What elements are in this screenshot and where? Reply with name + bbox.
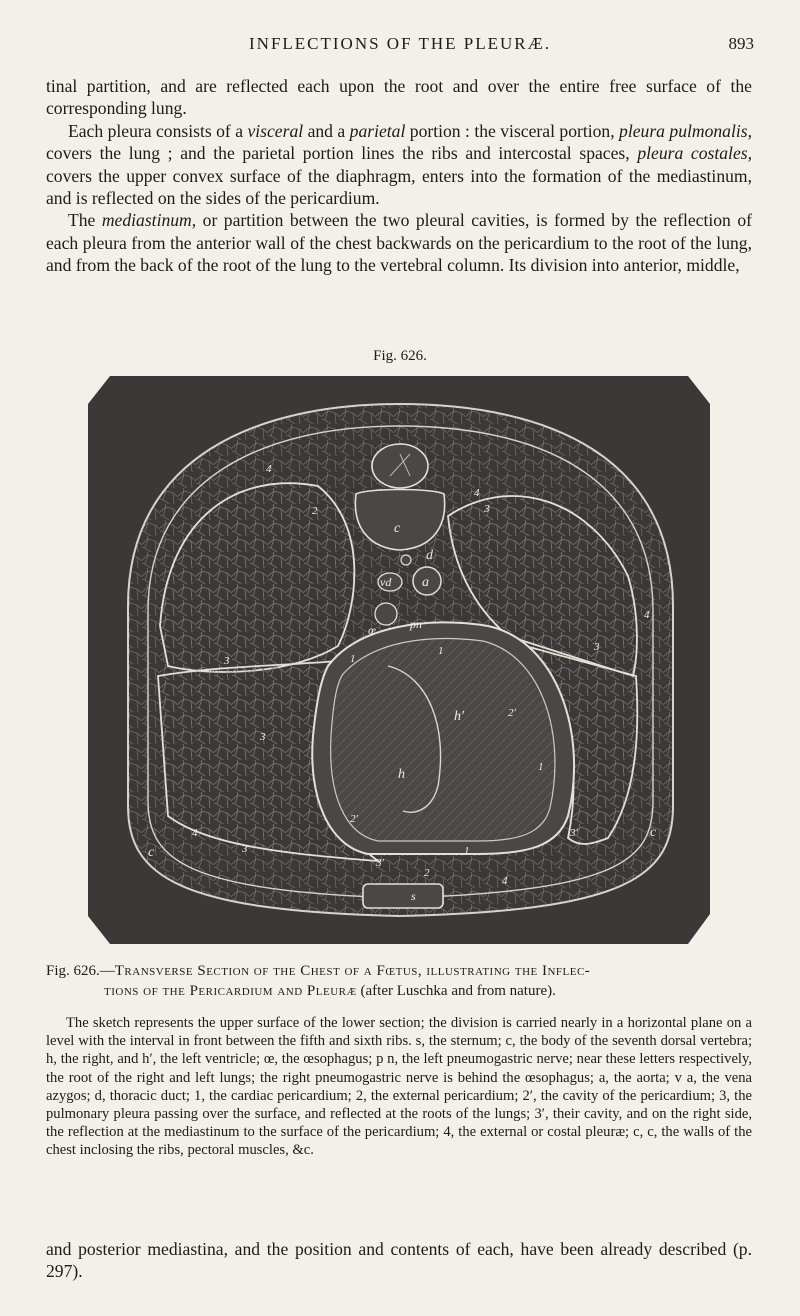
label-h-prime: h′: [454, 709, 465, 724]
label-3g: 3′: [570, 827, 578, 839]
text-run: and a: [303, 120, 350, 141]
label-c-right: c: [650, 825, 657, 840]
label-1a: 1: [350, 653, 356, 665]
text-run: portion : the visceral portion,: [405, 120, 620, 141]
label-3b: 3: [260, 731, 266, 743]
text-run: covers the lung ; and the parietal portion lines the ribs and intercostal spaces,: [46, 143, 638, 164]
caption-fig-number: Fig. 626.—: [46, 963, 115, 979]
label-3e: 3: [594, 641, 600, 653]
label-s: s: [411, 889, 416, 903]
running-header: [46, 34, 754, 58]
label-4a: 4: [266, 463, 272, 475]
label-1b: 1: [438, 645, 444, 657]
text-run: The: [68, 210, 102, 231]
label-oe: œ: [368, 623, 377, 637]
heart-ventricles: [331, 639, 555, 841]
anatomical-figure: [88, 376, 710, 944]
label-2b: 2′: [508, 707, 516, 719]
text-run: or partition between the two pleural cavities, is formed by the reflection of each pleura from the anterior wall of the chest backwards on the pericardium to the root of the lung, and from the back of the root of the lung to the vertebral column. Its division into anterior, middle,: [46, 210, 752, 276]
term-pleura-pulmonalis: pleura pulmonalis,: [619, 120, 753, 141]
figure-label: Fig. 626.: [373, 348, 427, 364]
caption-line-2: [46, 981, 752, 1001]
description-text: The sketch represents the upper surface of the lower section; the division is carried nearly in a horizontal plane on a level with the interval in front between the fifth and sixth ribs. s, the sternum; c, the body of the seventh dorsal vertebra; h, the right, and h′, the left ventricle; œ, the œsophagus; p n, the left pneumogastric nerve; near these letters respectively, the root of the right and left lungs; the right pneumogastric nerve is behind the œsophagus; a, the aorta; v a, the vena azygos; d, thoracic duct; 1, the cardiac pericardium; 2, the external pericardium; 2′, the cavity of the pericardium; 3, the pulmonary pleura passing over the surface, and reflected at the roots of the lungs; 3′, their cavity, and on the right side, the reflection at the mediastinum to the surface of the pericardium; 4, the external or costal pleuræ; c, c, the walls of the chest inclosing the ribs, pectoral muscles, &c.: [46, 1015, 752, 1159]
label-4b: 4: [474, 487, 480, 499]
oesophagus-shape: [375, 603, 397, 625]
paragraph-3: [46, 209, 752, 276]
label-va: vd: [380, 575, 392, 589]
paragraph-2: [46, 120, 752, 210]
term-parietal: parietal: [349, 120, 406, 141]
label-4e: 4: [502, 875, 508, 887]
label-3f: 3′: [376, 857, 384, 869]
top-body-text: [46, 75, 752, 277]
spinal-canal: [372, 444, 428, 488]
figure-caption: [46, 961, 752, 1001]
label-h: h: [398, 767, 405, 782]
label-c-vertebra: c: [394, 521, 401, 536]
text-run: Each pleura consists of a: [68, 120, 248, 141]
sternum-shape: [363, 884, 443, 908]
text-run: covers the upper convex surface of the diaphragm, enters into the formation of the mediastinum, and is reflected on the sides of the pericardium.: [46, 165, 752, 209]
figure-description: [46, 1014, 752, 1160]
label-d: d: [426, 548, 433, 563]
caption-source: (after Luschka and from nature).: [356, 983, 556, 999]
term-visceral: visceral: [247, 120, 304, 141]
paragraph-1: tinal partition, and are reflected each upon the root and over the entire free surface of the corresponding lung.: [46, 76, 752, 119]
label-1c: 1: [538, 761, 544, 773]
caption-title-cont: tions of the Pericardium and Pleuræ: [104, 983, 357, 999]
page-number: 893: [728, 34, 754, 53]
caption-title: Transverse Section of the Chest of a Fœtus, illustrating the Inflec-: [114, 963, 591, 979]
label-4c: 4: [644, 609, 650, 621]
label-pn: pn: [410, 617, 422, 631]
caption-line-1: [46, 961, 752, 981]
running-title: INFLECTIONS OF THE PLEURÆ.: [249, 34, 551, 53]
term-pleura-costales: pleura costales,: [637, 143, 752, 164]
label-4d: 4: [192, 827, 198, 839]
thoracic-duct-shape: [401, 555, 411, 565]
label-1d: 1: [464, 845, 470, 857]
label-2a: 2: [312, 505, 318, 517]
label-2d: 2: [424, 867, 430, 879]
chest-section-illustration: [88, 376, 710, 944]
bottom-body-text: [46, 1238, 752, 1283]
label-3d: 3: [484, 503, 490, 515]
paragraph-4: and posterior mediastina, and the position and contents of each, have been already described (p. 297).: [46, 1239, 752, 1282]
label-3c: 3: [242, 843, 248, 855]
label-a: a: [422, 575, 429, 590]
label-c-left: c: [148, 845, 155, 860]
label-2c: 2′: [350, 813, 358, 825]
label-3a: 3: [224, 655, 230, 667]
term-mediastinum: mediastinum,: [101, 210, 197, 231]
